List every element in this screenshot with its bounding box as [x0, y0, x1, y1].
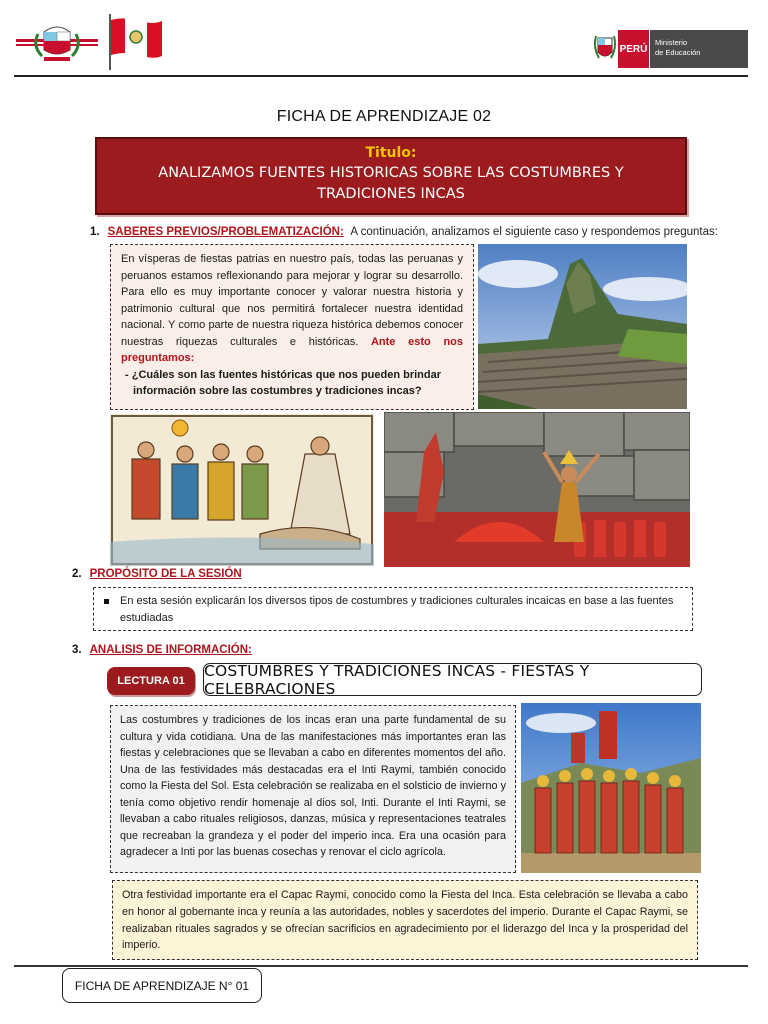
section-3-heading [72, 644, 256, 656]
footer-divider [14, 965, 748, 967]
peru-shield-icon [592, 30, 618, 68]
title-banner [95, 137, 687, 215]
purpose-box [93, 587, 693, 631]
case-emphasis: Ante esto nos preguntamos: [121, 335, 463, 364]
title-label: Titulo: [365, 145, 417, 161]
section-3-number: 3. [72, 644, 82, 656]
inti-raymi-dancers-photo [521, 703, 701, 873]
session-title: ANALIZAMOS FUENTES HISTORICAS SOBRE LAS COSTUMBRES Y TRADICIONES INCAS [158, 165, 624, 202]
reading-paragraph-1: Las costumbres y tradiciones de los incas eran una parte fundamental de su cultura y vida cotidiana. Una de las manifestaciones más importantes eran las fiestas y celebraciones que se llevaban a cabo en diferentes momentos del año. Una de las festividades más destacadas era el Inti Raymi, también conocido como la Fiesta del Sol. Esta celebración se realizaba en el solsticio de invierno y tenía como objetivo rendir homenaje al dios sol, Inti. Durante el Inti Raymi, se llevaban a cabo rituales religiosos, danzas, música y representaciones teatrales que recreaban la grandeza y el poder del imperio inca. Era una ocasión para agradecer a Inti por las buenas cosechas y renovar el ciclo agrícola. [110, 705, 516, 873]
question-line-1: - ¿Cuáles son las fuentes históricas que nos pueden brindar [125, 368, 442, 381]
document-title: FICHA DE APRENDIZAJE 02 [276, 108, 492, 125]
inti-raymi-ceremony-photo [384, 412, 690, 567]
section-1-number: 1. [90, 226, 100, 238]
inca-chronicle-drawing [110, 414, 374, 566]
section-2-title: PROPÓSITO DE LA SESIÓN [89, 568, 242, 580]
ministry-logo [592, 30, 748, 68]
question-line-2: información sobre las costumbres y tradiciones incas? [133, 385, 422, 397]
ministry-label [650, 30, 748, 68]
machu-picchu-photo [478, 244, 687, 409]
footer-label: FICHA DE APRENDIZAJE N° 01 [62, 968, 262, 1003]
lectura-badge: LECTURA 01 [107, 667, 195, 695]
national-seal-logo [14, 22, 100, 62]
ministry-label-line2: de Educación [655, 48, 701, 57]
lectura-title: COSTUMBRES Y TRADICIONES INCAS - FIESTAS Y CELEBRACIONES [203, 663, 702, 696]
header-divider [14, 75, 748, 77]
ministry-label-line1: Ministerio [655, 38, 688, 47]
section-1-intro: A continuación, analizamos el siguiente caso y respondemos preguntas: [350, 226, 718, 238]
case-text: En vísperas de fiestas patrias en nuestro país, todas las peruanas y peruanos estamos reflexionando para mejorar y lograr su desarrollo. Para ello es muy importante conocer y valorar nuestra historia y patrimonio cultural que nos permitirá fortalecer nuestra identidad nacional. Y como parte de nuestra riqueza histórica debemos conocer nuestras riquezas culturales e históricas. [121, 253, 463, 348]
case-box [110, 244, 474, 410]
peru-flag-icon [106, 12, 166, 72]
section-1-heading [90, 226, 718, 238]
section-2-heading [72, 568, 246, 580]
section-3-title: ANALISIS DE INFORMACIÓN: [89, 644, 252, 656]
section-2-number: 2. [72, 568, 82, 580]
bullet-square-icon [104, 599, 109, 604]
peru-label: PERÚ [618, 30, 650, 68]
reading-paragraph-2: Otra festividad importante era el Capac Raymi, conocido como la Fiesta del Inca. Esta celebración se llevaba a cabo en honor al gobernante inca y reunía a las autoridades, nobles y sacerdotes del imperio. Durante el Capac Raymi, se realizaban rituales sagrados y se ofrecían sacrificios en agradecimiento por el liderazgo del Inca y la prosperidad del imperio. [112, 880, 698, 960]
purpose-text: En esta sesión explicarán los diversos tipos de costumbres y tradiciones culturales incaicas en base a las fuentes estudiadas [120, 595, 674, 624]
section-1-title: SABERES PREVIOS/PROBLEMATIZACIÓN: [107, 226, 344, 238]
